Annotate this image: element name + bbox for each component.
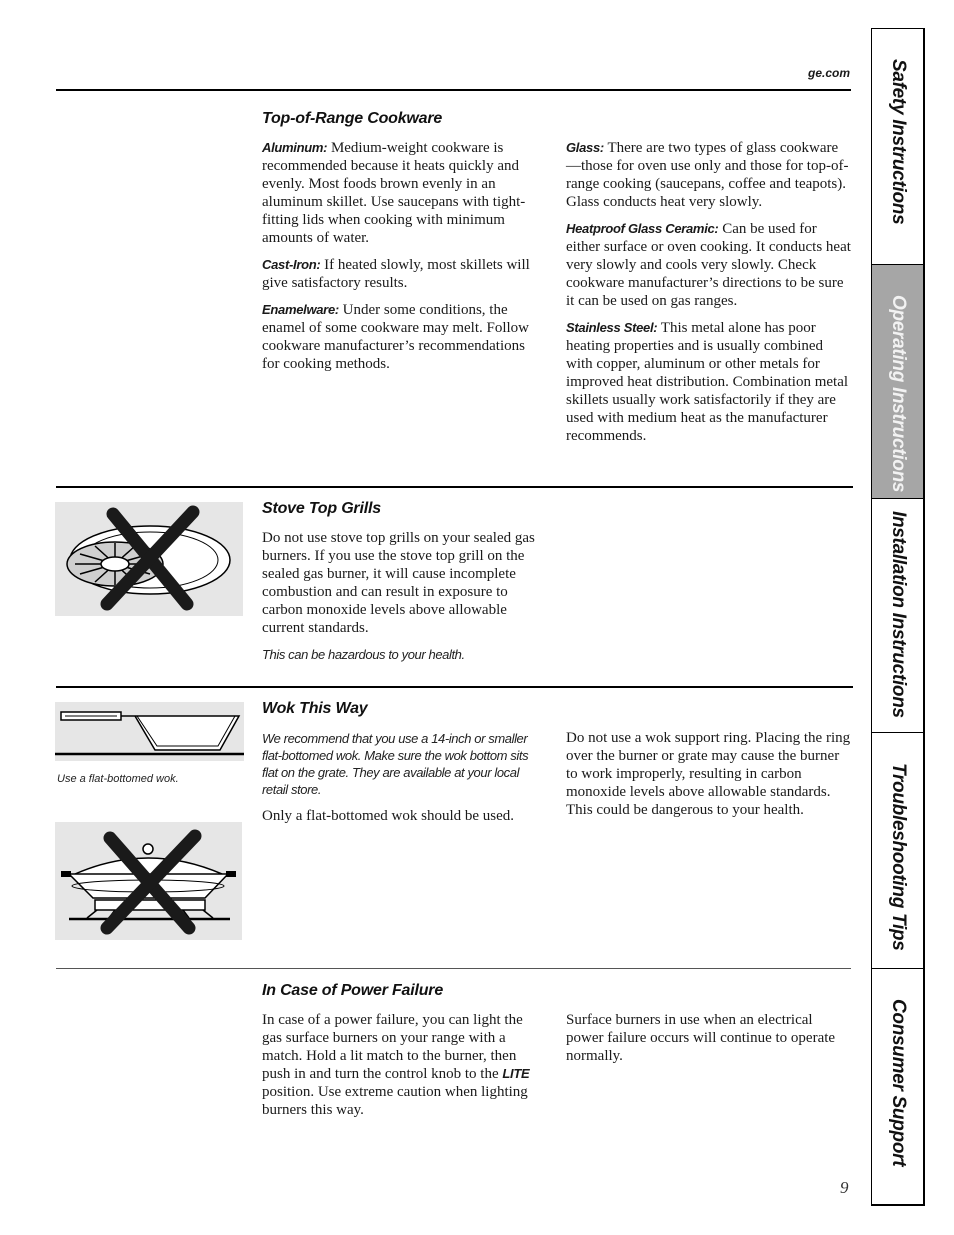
tab-operating-instructions[interactable] [872, 265, 923, 499]
stainless-text: This metal alone has poor heating properties and is usually combined with copper, aluminum or other metals for improved heat distribution. Combination metal skillets usually work satisfactorily if they are used with medium heat as the manufacturer recommends. [566, 320, 849, 444]
tab-installation-instructions[interactable] [872, 499, 923, 733]
wok-caption: Use a flat-bottomed wok. [57, 773, 179, 785]
tab-label: Installation Instructions [887, 511, 909, 718]
flat-wok-illustration [55, 702, 244, 761]
page-number: 9 [840, 1178, 849, 1197]
flat-bottom-wok-icon [55, 702, 244, 761]
wok-ring-illustration [55, 822, 242, 940]
power-right-column [566, 1011, 846, 1074]
wok-ring-warning: Do not use a wok support ring. Placing the ring over the burner or grate may cause the burner to work improperly, resulting in carbon monoxide levels above allowable standards. This could be dangerous to your health. [566, 730, 851, 818]
enamelware-text: Under some conditions, the enamel of some cookware may melt. Follow cookware manufacturer’s recommendations for cooking methods. [262, 302, 530, 372]
glass-paragraph [566, 139, 852, 211]
cookware-heading: Top-of-Range Cookware [262, 110, 443, 127]
tab-label: Operating Instructions [887, 295, 909, 493]
top-divider [56, 89, 851, 91]
crossed-wok-ring-icon [55, 822, 242, 940]
glass-text: There are two types of glass cookware—those for oven use only and those for top-of-range cooking (saucepans, coffee and teapots). Glass conducts heat very slowly. [566, 140, 849, 210]
power-text-after: position. Use extreme caution when lighting burners this way. [262, 1084, 528, 1118]
tab-label: Troubleshooting Tips [887, 763, 909, 951]
grills-text: Do not use stove top grills on your sealed gas burners. If you use the stove top grill on the sealed gas burner, it will cause incomplete combustion and can result in exposure to carbon monoxide levels above allowable current standards. [262, 530, 535, 636]
grills-warning: This can be hazardous to your health. [262, 647, 465, 662]
enamelware-label: Enamelware: [262, 302, 339, 317]
tab-label: Safety Instructions [887, 59, 909, 225]
heatproof-label: Heatproof Glass Ceramic: [566, 221, 719, 236]
lite-label: LITE [502, 1066, 530, 1081]
aluminum-paragraph [262, 139, 544, 247]
section-tabs [871, 28, 925, 1206]
power-text [262, 1011, 546, 1119]
stainless-label: Stainless Steel: [566, 320, 658, 335]
aluminum-text: Medium-weight cookware is recommended because it heats quickly and evenly. Most foods brown evenly in an aluminum skillet. Use saucepans with tight-fitting lids when cooking with minimum amounts of water. [262, 140, 526, 246]
power-text-before: In case of a power failure, you can light the gas surface burners on your range with a match. Hold a lit match to the burner, then push in and turn the control knob to the [262, 1012, 523, 1082]
castiron-paragraph [262, 256, 544, 292]
power-surface-text: Surface burners in use when an electrical power failure occurs will continue to operate normally. [566, 1012, 836, 1064]
cookware-left-column [262, 139, 544, 382]
heatproof-paragraph [566, 220, 852, 310]
wok-only-flat: Only a flat-bottomed wok should be used. [262, 808, 515, 824]
heatproof-text: Can be used for either surface or oven cooking. It conducts heat very slowly and cools very slowly. Check cookware manufacturer’s directions to be sure it can be used on gas ranges. [566, 221, 851, 309]
enamelware-paragraph [262, 301, 544, 373]
wok-left-column [262, 730, 542, 834]
castiron-label: Cast-Iron: [262, 257, 321, 272]
aluminum-label: Aluminum: [262, 140, 328, 155]
wok-right-column [566, 729, 852, 828]
wok-divider [56, 686, 853, 688]
power-heading: In Case of Power Failure [262, 982, 444, 999]
grill-illustration [55, 502, 243, 616]
tab-label: Consumer Support [887, 999, 909, 1167]
tab-troubleshooting-tips[interactable] [872, 733, 923, 969]
cookware-right-column [566, 139, 852, 454]
grills-heading: Stove Top Grills [262, 500, 381, 517]
power-left-column [262, 1011, 546, 1128]
tab-safety-instructions[interactable] [872, 29, 923, 265]
castiron-text: If heated slowly, most skillets will give satisfactory results. [262, 257, 530, 291]
wok-heading: Wok This Way [262, 700, 368, 717]
site-url[interactable]: ge.com [807, 66, 850, 80]
glass-label: Glass: [566, 140, 604, 155]
crossed-grill-icon [55, 502, 243, 616]
grills-divider [56, 486, 853, 488]
wok-recommendation: We recommend that you use a 14-inch or smaller flat-bottomed wok. Make sure the wok bottom sits flat on the grate. They are available at your local retail store. [262, 731, 529, 797]
tab-consumer-support[interactable] [872, 969, 923, 1204]
stainless-paragraph [566, 319, 852, 445]
grills-column [262, 529, 538, 672]
power-divider [56, 968, 851, 969]
